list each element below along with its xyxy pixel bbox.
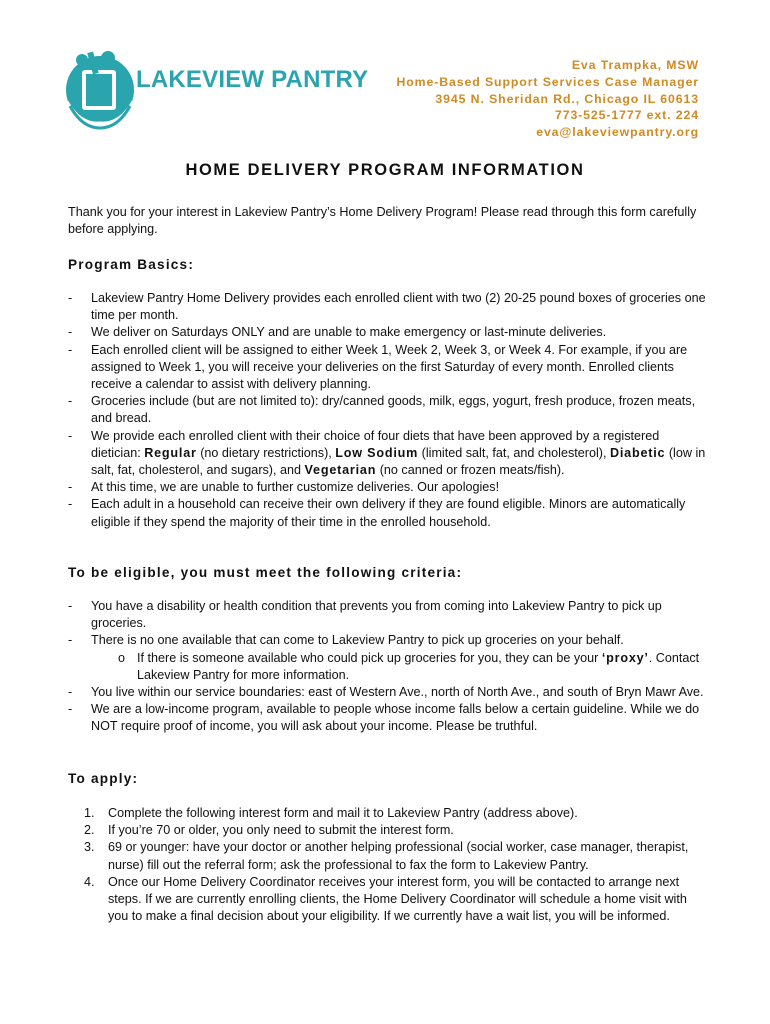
diet-list-item xyxy=(68,428,708,480)
step-number: 2. xyxy=(84,823,95,838)
step-text: If you’re 70 or older, you only need to submit the interest form. xyxy=(108,823,454,838)
step-number: 1. xyxy=(84,806,95,820)
step-text: Once our Home Delivery Coordinator receives your interest form, you will be contacted to arrange next steps. If we are currently enrolling clients, the Home Delivery Coordinator will schedule a home visit with you to make a final decision about your eligibility. If we currently have a wait list, you will be informed. xyxy=(108,874,687,924)
diet-regular-desc: (no dietary restrictions), xyxy=(196,445,336,460)
program-basics-list xyxy=(68,290,708,531)
logo-wordmark: LAKEVIEW PANTRY xyxy=(136,66,369,93)
diet-diabetic-desc: (low in salt, fat, cholesterol, and sugars), and xyxy=(91,445,706,478)
list-item: - Groceries include (but are not limited to): dry/canned goods, milk, eggs, yogurt, fresh produce, frozen meats, and bread. xyxy=(68,393,708,427)
list-item: - Lakeview Pantry Home Delivery provides each enrolled client with two (2) 20-25 pound boxes of groceries one time per month. xyxy=(68,290,708,324)
step-item xyxy=(84,805,704,822)
step-item xyxy=(84,874,704,926)
diet-low-sodium: Low Sodium xyxy=(335,445,419,460)
list-item: - We are a low-income program, available to people whose income falls below a certain guideline. While we do NOT require proof of income, you will ask about your income. Please be truthful. xyxy=(68,701,708,735)
list-item xyxy=(68,632,708,684)
diet-vegetarian-desc: (no canned or frozen meats/fish). xyxy=(376,463,565,478)
list-item: - Each adult in a household can receive their own delivery if they are found eligible. Minors are automatically eligible if they spend the majority of their time in the enrolled household. xyxy=(68,496,708,530)
intro-paragraph: Thank you for your interest in Lakeview Pantry’s Home Delivery Program! Please read through this form carefully before applying. xyxy=(68,205,697,237)
list-item: - Each enrolled client will be assigned to either Week 1, Week 2, Week 3, or Week 4. For example, if you are assigned to Week 1, you will receive your deliveries on the first Saturday of every month. Enrolled clients receive a calendar to assist with delivery planning. xyxy=(68,342,708,394)
diet-regular: Regular xyxy=(144,445,197,460)
diet-low-sodium-desc: (limited salt, fat, and cholesterol), xyxy=(418,445,610,460)
diet-intro-text: We provide each enrolled client with their choice of four diets that have been approved by a registered dietician: xyxy=(91,428,660,460)
list-item-text: There is no one available that can come to Lakeview Pantry to pick up groceries on your behalf. xyxy=(91,633,624,648)
step-number: 4. xyxy=(84,874,95,889)
grocery-bag-logo-icon xyxy=(60,40,140,130)
contact-phone: 773-525-1777 ext. 224 xyxy=(554,108,699,123)
apply-steps-list xyxy=(84,805,704,925)
step-text: Complete the following interest form and mail it to Lakeview Pantry (address above). xyxy=(108,806,578,820)
program-basics-heading: Program Basics: xyxy=(68,257,195,272)
list-item: - You live within our service boundaries: east of Western Ave., north of North Ave., and south of Bryn Mawr Ave. xyxy=(68,684,708,701)
contact-role: Home-Based Support Services Case Manager xyxy=(396,74,699,89)
eligibility-sub-list xyxy=(91,650,708,684)
contact-info xyxy=(396,57,699,141)
sub-list-item xyxy=(91,650,708,684)
page-title: HOME DELIVERY PROGRAM INFORMATION xyxy=(185,161,585,179)
list-item: - We deliver on Saturdays ONLY and are unable to make emergency or last-minute deliveries. xyxy=(68,324,708,341)
step-text: 69 or younger: have your doctor or another helping professional (social worker, case manager, therapist, nurse) fill out the referral form; ask the professional to fax the form to Lakeview Pantry. xyxy=(108,840,689,872)
step-item xyxy=(84,822,704,839)
eligibility-heading: To be eligible, you must meet the following criteria: xyxy=(68,565,463,580)
proxy-term: ‘proxy’ xyxy=(601,650,649,665)
contact-name: Eva Trampka, MSW xyxy=(571,58,699,72)
contact-address: 3945 N. Sheridan Rd., Chicago IL 60613 xyxy=(435,91,699,106)
apply-heading: To apply: xyxy=(68,771,139,786)
diet-vegetarian: Vegetarian xyxy=(304,463,377,478)
step-number: 3. xyxy=(84,840,95,855)
list-item: - You have a disability or health condition that prevents you from coming into Lakeview Pantry to pick up groceries. xyxy=(68,598,708,632)
step-item xyxy=(84,839,704,873)
proxy-text-post: . Contact Lakeview Pantry for more information. xyxy=(137,650,700,682)
proxy-text-pre: If there is someone available who could pick up groceries for you, they can be your xyxy=(137,650,602,665)
contact-email[interactable]: eva@lakeviewpantry.org xyxy=(536,125,699,140)
eligibility-list xyxy=(68,598,708,736)
list-item: - At this time, we are unable to further customize deliveries. Our apologies! xyxy=(68,479,708,496)
diet-diabetic: Diabetic xyxy=(609,445,666,460)
